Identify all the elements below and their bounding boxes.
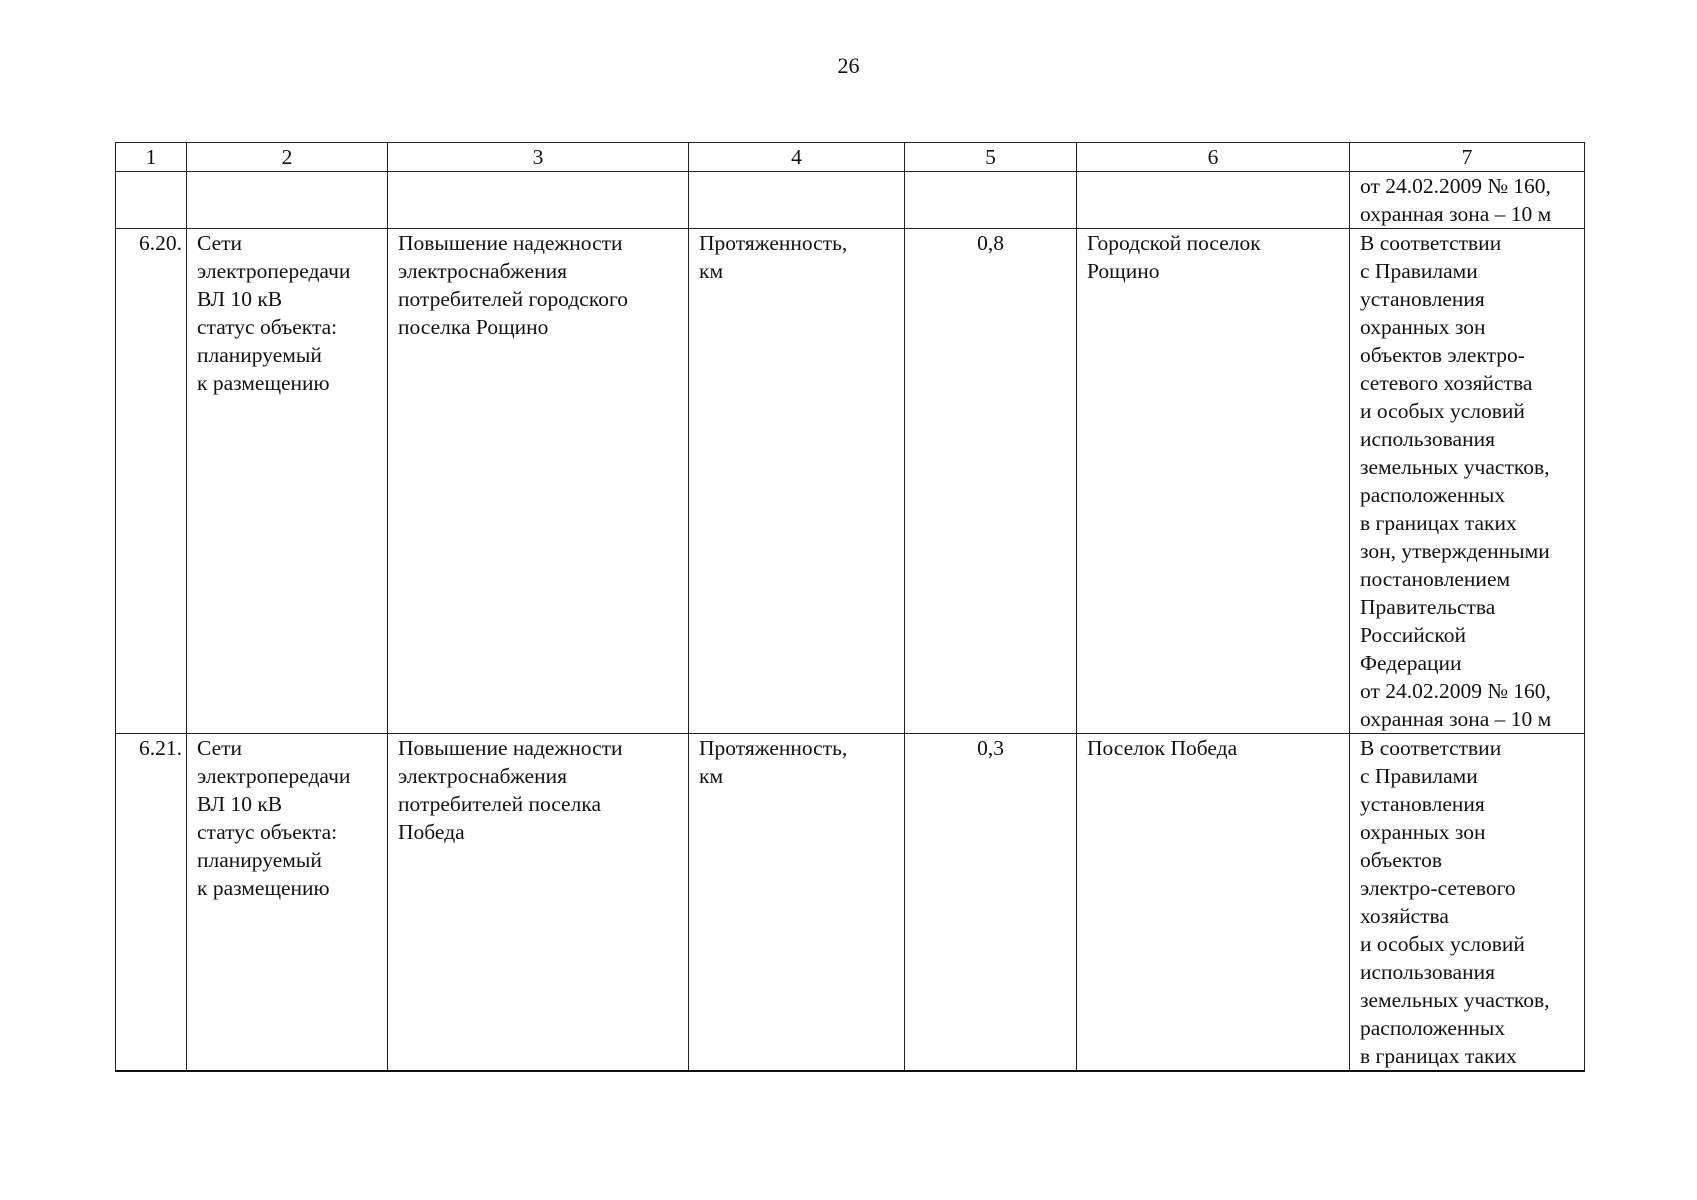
column-number-6: 6: [1077, 143, 1350, 172]
table-row: [116, 229, 1585, 734]
cell-object-name: Сети электропередачи ВЛ 10 кВ статус объекта: планируемый к размещению: [187, 229, 388, 734]
cell-value: 0,3: [905, 734, 1077, 1072]
objects-table: [115, 142, 1585, 1072]
table-row: [116, 734, 1585, 1072]
column-number-7: 7: [1350, 143, 1585, 172]
cell-characteristic: Протяженность, км: [689, 229, 905, 734]
cell-zone: В соответствии с Правилами установления охранных зон объектов электро-сетевого хозяйства и особых условий использования земельных участков, расположенных в границах таких: [1350, 734, 1585, 1072]
column-number-3: 3: [388, 143, 689, 172]
cell-characteristic: Протяженность, км: [689, 734, 905, 1072]
cell-value: 0,8: [905, 229, 1077, 734]
cell-empty: [388, 172, 689, 229]
cell-row-number: 6.20.: [116, 229, 187, 734]
cell-empty: [905, 172, 1077, 229]
column-number-1: 1: [116, 143, 187, 172]
page-number: 26: [837, 53, 860, 78]
cell-empty: [116, 172, 187, 229]
cell-location: Городской поселок Рощино: [1077, 229, 1350, 734]
table-header-row: [116, 143, 1585, 172]
cell-empty: [1077, 172, 1350, 229]
column-number-5: 5: [905, 143, 1077, 172]
cell-purpose: Повышение надежности электроснабжения потребителей поселка Победа: [388, 734, 689, 1072]
cell-row-number: 6.21.: [116, 734, 187, 1072]
cell-location: Поселок Победа: [1077, 734, 1350, 1072]
column-number-2: 2: [187, 143, 388, 172]
cell-empty: [187, 172, 388, 229]
cell-zone-continuation: от 24.02.2009 № 160, охранная зона – 10 м: [1350, 172, 1585, 229]
cell-empty: [689, 172, 905, 229]
continuation-row: [116, 172, 1585, 229]
cell-purpose: Повышение надежности электроснабжения потребителей городского поселка Рощино: [388, 229, 689, 734]
cell-zone: В соответствии с Правилами установления охранных зон объектов электро- сетевого хозяйства и особых условий использования земельных участков, расположенных в границах таких зон, утвержденными постановлением Правительства Российской Федерации от 24.02.2009 № 160, охранная зона – 10 м: [1350, 229, 1585, 734]
column-number-4: 4: [689, 143, 905, 172]
cell-object-name: Сети электропередачи ВЛ 10 кВ статус объекта: планируемый к размещению: [187, 734, 388, 1072]
